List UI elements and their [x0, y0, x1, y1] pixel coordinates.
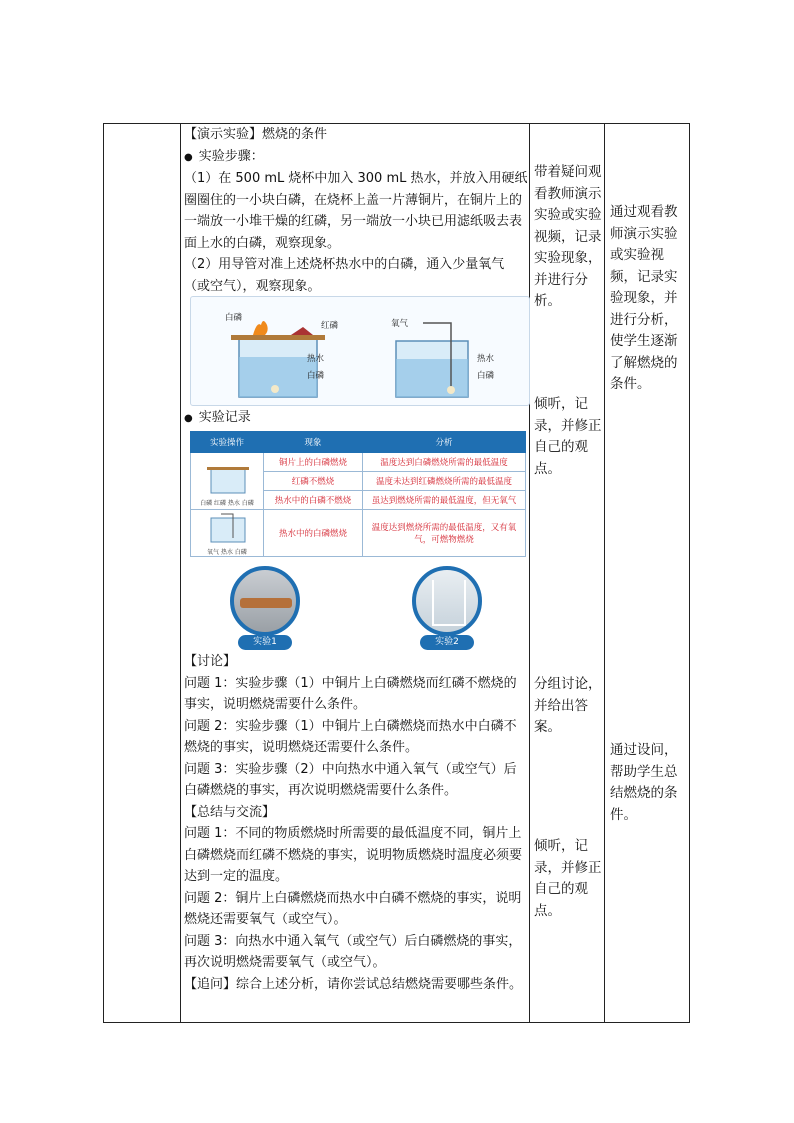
design-intent-1: 通过观看教师演示实验或实验视频，记录实验现象，并进行分析，使学生逐渐了解燃烧的条件。: [610, 204, 678, 392]
student-activity-3: 分组讨论，并给出答案。: [534, 676, 602, 735]
label-red-phosphorus: 红磷: [321, 321, 339, 331]
student-activity-2: 倾听，记录，并修正自己的观点。: [534, 396, 602, 477]
experiment-photo-1: [230, 566, 300, 636]
operation-image-2: [191, 510, 264, 557]
thumb-label: 白磷: [200, 500, 213, 507]
label-white-phosphorus: 白磷: [225, 313, 243, 323]
summary-title: 【总结与交流】: [184, 804, 276, 820]
row3-analysis: 虽达到燃烧所需的最低温度，但无氧气: [363, 491, 526, 510]
row1-phenomenon: 铜片上的白磷燃烧: [264, 453, 363, 472]
discussion-section: [184, 651, 529, 995]
follow-up-question: 【追问】综合上述分析，请你尝试总结燃烧需要哪些条件。: [184, 976, 523, 992]
label-white-phosphorus: 白磷: [307, 371, 325, 381]
answer-3: 问题 3：向热水中通入氧气（或空气）后白磷燃烧的事实，再次说明燃烧需要氧气（或空气）。: [184, 933, 522, 970]
lesson-table: [103, 123, 690, 1023]
beaker-thumb: [197, 455, 257, 495]
question-2: 问题 2：实验步骤（1）中铜片上白磷燃烧而热水中白磷不燃烧的事实，说明燃烧还需要什么条件。: [184, 718, 517, 755]
header-phenomenon: 现象: [264, 432, 363, 453]
record-heading-wrap: [184, 407, 529, 430]
question-1: 问题 1：实验步骤（1）中铜片上白磷燃烧而红磷不燃烧的事实，说明燃烧需要什么条件。: [184, 675, 517, 712]
design-intent-2: 通过设问，帮助学生总结燃烧的条件。: [610, 742, 678, 823]
answer-1: 问题 1：不同的物质燃烧时所需要的最低温度不同，铜片上白磷燃烧而红磷不燃烧的事实，说明物质燃烧时温度必须要达到一定的温度。: [184, 826, 523, 884]
student-activity-1: 带着疑问观看教师演示实验或实验视频，记录实验现象，并进行分析。: [534, 164, 602, 309]
thumb-label: 白磷: [241, 500, 254, 507]
answer-2: 问题 2：铜片上白磷燃烧而热水中白磷不燃烧的事实，说明燃烧还需要氧气（或空气）。: [184, 890, 522, 927]
teacher-activity-column: [184, 124, 529, 297]
column-divider: [180, 124, 181, 1022]
label-white-phosphorus: 白磷: [477, 371, 495, 381]
header-operation: 实验操作: [191, 432, 264, 453]
experiment-photo-2: [412, 566, 482, 636]
record-heading: ● 实验记录: [184, 407, 529, 430]
label-hot-water: 热水: [307, 354, 325, 364]
row1-analysis: 温度达到白磷燃烧所需的最低温度: [363, 453, 526, 472]
header-analysis: 分析: [363, 432, 526, 453]
column-divider: [529, 124, 530, 1022]
discussion-title: 【讨论】: [184, 654, 237, 669]
label-hot-water: 热水: [477, 354, 495, 364]
experiment-record-table: [190, 431, 526, 557]
row2-phenomenon: 红磷不燃烧: [264, 472, 363, 491]
thumb-label: 氧气: [207, 549, 220, 556]
photo-tag-2: 实验2: [420, 635, 474, 650]
column-divider: [604, 124, 605, 1022]
thumb-label: 白磷: [234, 549, 247, 556]
question-3: 问题 3：实验步骤（2）中向热水中通入氧气（或空气）后白磷燃烧的事实，再次说明燃烧需要什么条件。: [184, 761, 517, 798]
step-1: （1）在 500 mL 烧杯中加入 300 mL 热水，并放入用硬纸圈圈住的一小块白磷，在烧杯上盖一片薄铜片，在铜片上的一端放一小堆干燥的红磷，另一端放一小块已用滤纸吸去表面上水的白磷，观察现象。: [184, 171, 528, 251]
beaker-thumb: [197, 510, 257, 544]
row3-phenomenon: 热水中的白磷不燃烧: [264, 491, 363, 510]
thumb-label: 红磷: [214, 500, 227, 507]
steps-heading: ● 实验步骤：: [184, 146, 529, 169]
demo-title: 【演示实验】燃烧的条件: [184, 127, 328, 142]
photo-tag-1: 实验1: [238, 635, 292, 650]
thumb-label: 热水: [220, 549, 233, 556]
label-oxygen: 氧气: [391, 319, 409, 329]
student-activity-4: 倾听，记录，并修正自己的观点。: [534, 838, 602, 919]
row2-analysis: 温度未达到红磷燃烧所需的最低温度: [363, 472, 526, 491]
operation-image-1: [191, 453, 264, 510]
experiment-figure: [190, 296, 530, 406]
thumb-label: 热水: [227, 500, 240, 507]
row4-phenomenon: 热水中的白磷燃烧: [264, 510, 363, 557]
row4-analysis: 温度达到燃烧所需的最低温度，又有氧气，可燃物燃烧: [363, 510, 526, 557]
step-2: （2）用导管对准上述烧杯热水中的白磷，通入少量氧气（或空气），观察现象。: [184, 257, 505, 294]
